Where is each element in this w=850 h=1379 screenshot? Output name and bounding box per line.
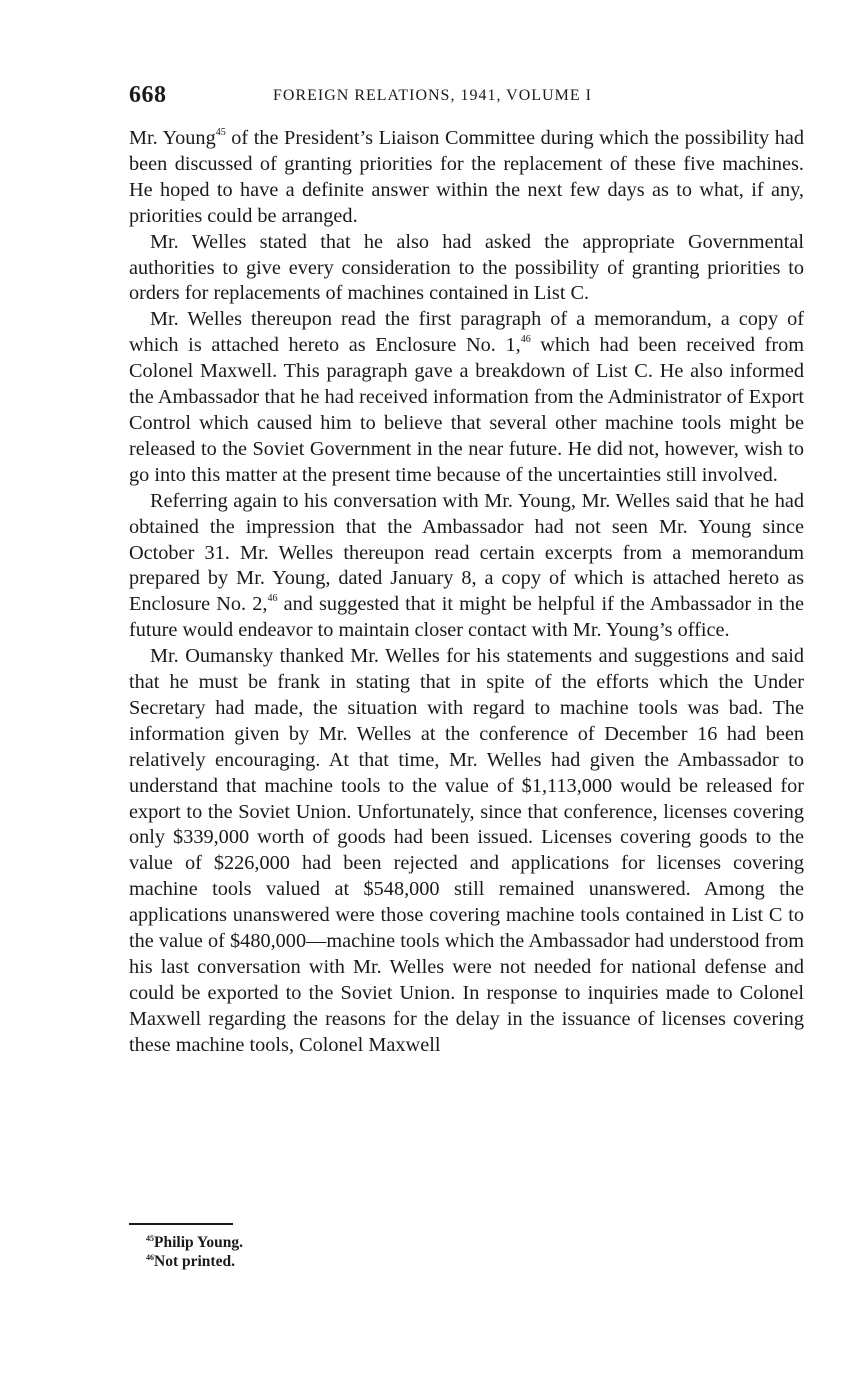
footnote-text: Philip Young. <box>154 1234 244 1251</box>
footnote-text: Not printed. <box>154 1253 235 1270</box>
paragraph-continuation <box>129 126 804 230</box>
footnote-mark: 46 <box>146 1253 154 1262</box>
paragraph: Mr. Oumansky thanked Mr. Welles for his statements and suggestions and said that he must be frank in stating that in spite of the efforts which the Under Secretary had made, the situation with regard to machine tools was bad. The information given by Mr. Welles at the conference of December 16 had been relatively encouraging. At that time, Mr. Welles had given the Ambassador to understand that machine tools to the value of $1,113,000 would be released for export to the Soviet Union. Unfortunately, since that conference, licenses covering only $339,000 worth of goods had been issued. Licenses covering goods to the value of $226,000 had been rejected and applications for licenses covering machine tools valued at $548,000 still remained unanswered. Among the applications unanswered were those covering machine tools contained in List C to the value of $480,000—machine tools which the Ambassador had understood from his last conversation with Mr. Welles were not needed for national defense and could be exported to the Soviet Union. In response to inquiries made to Colonel Maxwell regarding the reasons for the delay in the issuance of licenses covering these machine tools, Colonel Maxwell <box>129 645 804 1056</box>
footnote-ref-45: 45 <box>215 127 226 138</box>
footnote <box>146 1252 243 1271</box>
text-run: of the President’s Liaison Committee during which the possibility had been discussed of granting priorities for the replacement of these five machines. He hoped to have a definite answer within the next few days as to what, if any, priorities could be arranged. <box>129 127 804 227</box>
running-title: FOREIGN RELATIONS, 1941, VOLUME I <box>273 87 592 104</box>
paragraph <box>129 489 804 644</box>
text-run: Mr. Welles thereupon read the first paragraph of a memorandum, a copy of which is attached hereto as Enclosure No. 1, <box>129 308 804 357</box>
footnote-ref-46: 46 <box>267 593 278 605</box>
text-run: and suggested that it might be helpful if the Ambassador in the future would endeavor to maintain closer contact with Mr. Young’s office. <box>129 593 804 642</box>
footnote-divider <box>129 1223 233 1225</box>
text-run: which had been received from Colonel Maxwell. This paragraph gave a breakdown of List C. He also informed the Ambassador that he had received information from the Administrator of Export Control which caused him to believe that several other machine tools might be released to the Soviet Government in the near future. He did not, however, wish to go into this matter at the present time because of the uncertainties still involved. <box>129 334 804 486</box>
footnote <box>146 1233 243 1252</box>
page-number: 668 <box>129 82 167 108</box>
footnote-ref-46: 46 <box>520 334 531 346</box>
paragraph <box>129 307 804 488</box>
text-run: Referring again to his conversation with Mr. Young, Mr. Welles said that he had obtained the impression that the Ambassador had not seen Mr. Young since October 31. Mr. Welles thereupon read certain excerpts from a memorandum prepared by Mr. Young, dated January 8, a copy of which is attached hereto as Enclosure No. 2, <box>129 489 804 616</box>
body-text <box>129 126 804 1059</box>
footnote-mark: 45 <box>146 1234 154 1243</box>
text-run: Mr. Young <box>129 127 216 149</box>
footnotes <box>146 1233 243 1271</box>
running-head <box>129 82 804 112</box>
paragraph: Mr. Welles stated that he also had asked the appropriate Governmental authorities to give every consideration to the possibility of granting priorities to orders for replacements of machines contained in List C. <box>129 230 804 305</box>
